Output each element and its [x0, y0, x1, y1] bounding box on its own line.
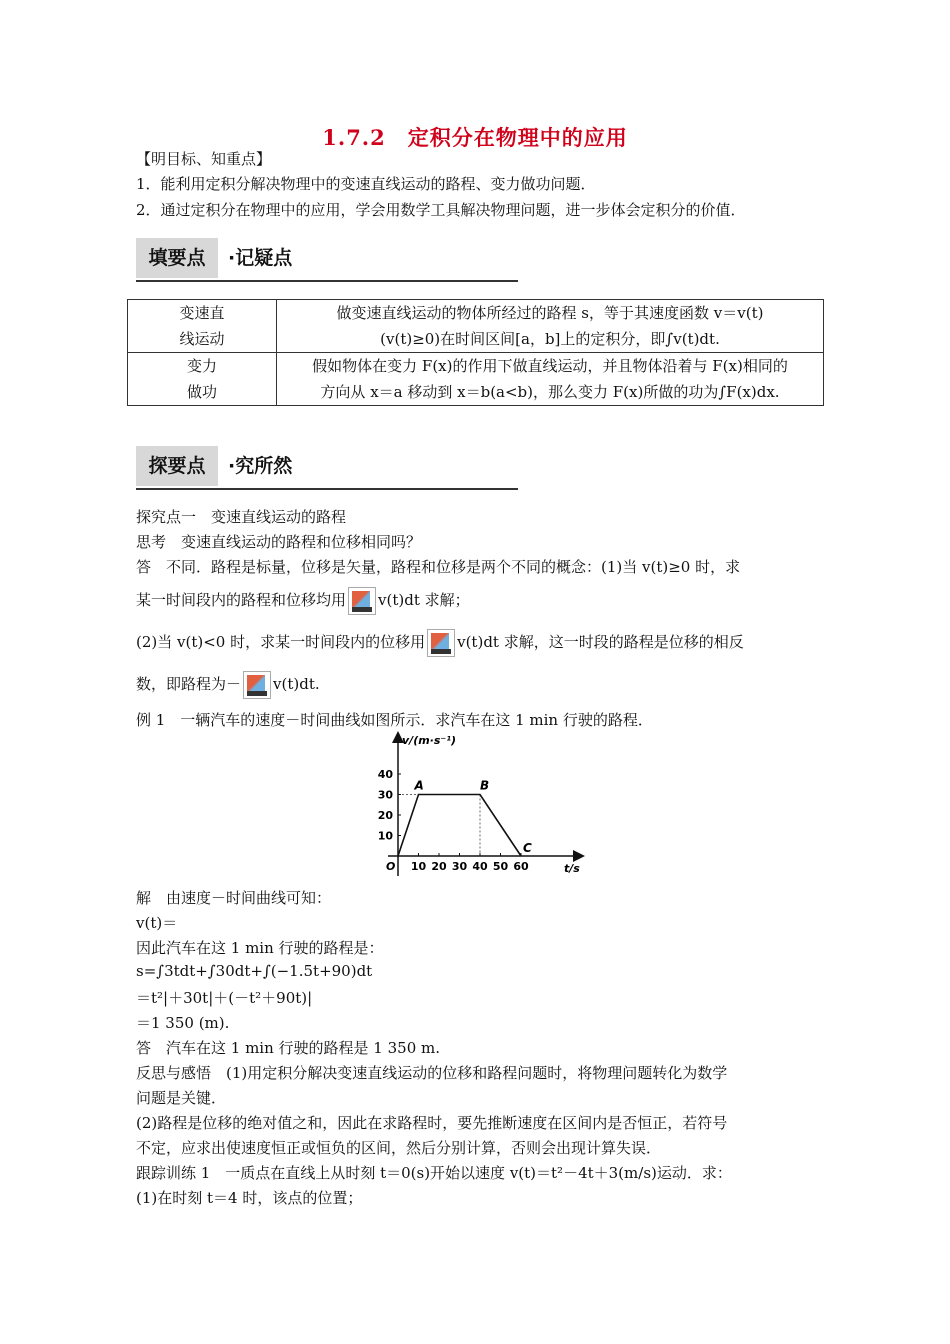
table-row — [128, 300, 824, 353]
table-cell-content — [277, 300, 824, 353]
point-label: B — [480, 778, 490, 793]
section-tag: 填要点 — [136, 238, 218, 278]
solution-line: 因此汽车在这 1 min 行驶的路程是： — [136, 939, 384, 957]
velocity-series-line — [398, 795, 521, 857]
reflection-line: 问题是关键． — [136, 1089, 227, 1107]
velocity-time-chart — [360, 730, 600, 880]
x-axis-label: t/s — [564, 862, 580, 875]
key-points-table — [127, 299, 824, 406]
answer-line: 答 不同．路程是标量，位移是矢量，路程和位移是两个不同的概念：(1)当 v(t)≥0 时，求 — [136, 558, 741, 576]
solution-line: 解 由速度－时间曲线可知： — [136, 889, 332, 907]
answer-line — [136, 629, 744, 657]
solution-line: v(t)＝ — [136, 914, 178, 932]
x-tick-label: 10 — [410, 860, 427, 873]
y-tick-label: 10 — [377, 829, 393, 843]
integral-image-icon — [243, 671, 271, 699]
section-subtitle: ·究所然 — [228, 455, 293, 477]
table-cell-label — [128, 353, 277, 406]
content-line: (v(t)≥0)在时间区间[a，b]上的定积分，即∫v(t)dt. — [380, 330, 720, 348]
think-question: 思考 变速直线运动的路程和位移相同吗？ — [136, 533, 422, 551]
x-tick-label: 20 — [431, 860, 447, 873]
x-tick-label: 50 — [492, 860, 509, 873]
content-line: 假如物体在变力 F(x)的作用下做直线运动，并且物体沿着与 F(x)相同的 — [312, 357, 788, 375]
origin-label: O — [386, 860, 396, 873]
text: v(t)dt. — [273, 675, 320, 693]
y-axis-label: v/(m·s⁻¹) — [402, 734, 457, 747]
integral-image-icon — [348, 587, 376, 615]
goal-item: 1．能利用定积分解决物理中的变速直线运动的路程、变力做功问题． — [136, 175, 596, 193]
answer-final: 答 汽车在这 1 min 行驶的路程是 1 350 m. — [136, 1039, 441, 1057]
reflection-line: 不定，应求出使速度恒正或恒负的区间，然后分别计算，否则会出现计算失误． — [136, 1139, 662, 1157]
label-line: 做功 — [186, 383, 217, 401]
explore-point-heading: 探究点一 变速直线运动的路程 — [136, 508, 347, 526]
label-line: 线运动 — [179, 330, 225, 348]
reflection-line: 反思与感悟 (1)用定积分解决变速直线运动的位移和路程问题时，将物理问题转化为数学 — [136, 1064, 728, 1082]
x-tick-label: 40 — [472, 860, 488, 873]
integral-image-icon — [427, 629, 455, 657]
section-header-explore — [136, 446, 518, 490]
content-line: 方向从 x＝a 移动到 x＝b(a<b)，那么变力 F(x)所做的功为∫F(x)dx. — [320, 383, 780, 401]
text: 数，即路程为－ — [136, 675, 242, 693]
exercise-line: (1)在时刻 t＝4 时，该点的位置； — [136, 1189, 363, 1207]
answer-line — [136, 671, 320, 699]
x-tick-label: 30 — [451, 860, 468, 873]
y-tick-label: 40 — [377, 768, 393, 781]
answer-line — [136, 587, 470, 615]
content-line: 做变速直线运动的物体所经过的路程 s，等于其速度函数 v＝v(t) — [336, 304, 764, 322]
solution-line: ＝1 350 (m). — [136, 1014, 230, 1032]
label-line: 变速直 — [179, 304, 225, 322]
solution-line: s=∫3tdt+∫30dt+∫(−1.5t+90)dt — [136, 962, 373, 980]
y-tick-label: 20 — [377, 809, 393, 822]
x-tick-label: 60 — [513, 860, 529, 873]
section-header-fill — [136, 238, 518, 282]
table-row — [128, 353, 824, 406]
section-tag: 探要点 — [136, 446, 218, 486]
text: v(t)dt 求解，这一时段的路程是位移的相反 — [457, 633, 744, 651]
goals-heading: 【明目标、知重点】 — [136, 150, 272, 168]
page-title: 1.7.2 定积分在物理中的应用 — [322, 125, 628, 150]
point-label: C — [523, 841, 532, 855]
point-label: A — [414, 778, 424, 793]
table-cell-label — [128, 300, 277, 353]
text: v(t)dt 求解； — [378, 591, 470, 609]
label-line: 变力 — [186, 357, 217, 375]
goal-item: 2．通过定积分在物理中的应用，学会用数学工具解决物理问题，进一步体会定积分的价值． — [136, 201, 746, 219]
table-cell-content — [277, 353, 824, 406]
example-statement: 例 1 一辆汽车的速度－时间曲线如图所示．求汽车在这 1 min 行驶的路程． — [136, 711, 653, 729]
solution-line: ＝t²|＋30t|＋(－t²＋90t)| — [136, 989, 313, 1007]
text: 某一时间段内的路程和位移均用 — [136, 591, 347, 609]
exercise-line: 跟踪训练 1 一质点在直线上从时刻 t＝0(s)开始以速度 v(t)＝t²－4t＋3(m/s)运动．求： — [136, 1164, 732, 1182]
section-subtitle: ·记疑点 — [228, 247, 293, 269]
text: (2)当 v(t)<0 时，求某一时间段内的位移用 — [136, 633, 426, 651]
y-tick-label: 30 — [377, 788, 393, 802]
reflection-line: (2)路程是位移的绝对值之和，因此在求路程时，要先推断速度在区间内是否恒正，若符号 — [136, 1114, 728, 1132]
